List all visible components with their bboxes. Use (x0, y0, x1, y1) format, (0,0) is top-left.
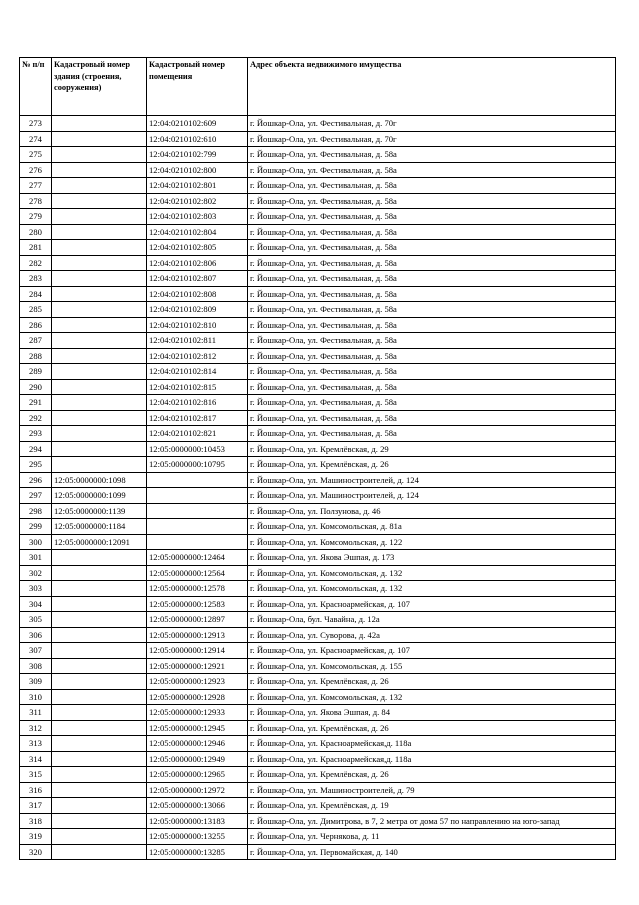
cell-address: г. Йошкар-Ола, ул. Якова Эшпая, д. 173 (248, 550, 616, 566)
cell-room-cadastral: 12:04:0210102:801 (147, 178, 248, 194)
cell-room-cadastral: 12:04:0210102:812 (147, 348, 248, 364)
cell-num: 294 (20, 441, 52, 457)
table-row (20, 348, 616, 364)
cell-num: 287 (20, 333, 52, 349)
cell-address: г. Йошкар-Ола, ул. Фестивальная, д. 58а (248, 302, 616, 318)
cell-num: 313 (20, 736, 52, 752)
cell-num: 298 (20, 503, 52, 519)
cell-building-cadastral: 12:05:0000000:1099 (52, 488, 147, 504)
cell-building-cadastral (52, 302, 147, 318)
cell-room-cadastral: 12:04:0210102:799 (147, 147, 248, 163)
cell-num: 310 (20, 689, 52, 705)
table-row (20, 813, 616, 829)
cell-address: г. Йошкар-Ола, ул. Чернякова, д. 11 (248, 829, 616, 845)
table-row (20, 426, 616, 442)
cell-room-cadastral (147, 534, 248, 550)
cell-building-cadastral (52, 209, 147, 225)
cell-num: 316 (20, 782, 52, 798)
cell-room-cadastral: 12:05:0000000:12583 (147, 596, 248, 612)
header-building-cadastral: Кадастровый номер здания (строения, сооружения) (52, 58, 147, 116)
table-row (20, 798, 616, 814)
table-row (20, 162, 616, 178)
cell-room-cadastral: 12:05:0000000:12578 (147, 581, 248, 597)
cell-address: г. Йошкар-Ола, ул. Комсомольская, д. 155 (248, 658, 616, 674)
cell-address: г. Йошкар-Ола, ул. Комсомольская, д. 81а (248, 519, 616, 535)
table-row (20, 844, 616, 860)
cell-room-cadastral: 12:05:0000000:10453 (147, 441, 248, 457)
cell-address: г. Йошкар-Ола, ул. Фестивальная, д. 58а (248, 410, 616, 426)
table-row (20, 131, 616, 147)
cell-address: г. Йошкар-Ола, бул. Чавайна, д. 12а (248, 612, 616, 628)
cell-num: 301 (20, 550, 52, 566)
cell-room-cadastral: 12:05:0000000:10795 (147, 457, 248, 473)
table-row (20, 271, 616, 287)
cell-building-cadastral (52, 116, 147, 132)
cell-address: г. Йошкар-Ола, ул. Фестивальная, д. 58а (248, 317, 616, 333)
cell-room-cadastral: 12:05:0000000:12972 (147, 782, 248, 798)
cell-room-cadastral: 12:04:0210102:806 (147, 255, 248, 271)
cell-building-cadastral (52, 286, 147, 302)
cell-address: г. Йошкар-Ола, ул. Фестивальная, д. 58а (248, 209, 616, 225)
table-row (20, 565, 616, 581)
cell-building-cadastral (52, 426, 147, 442)
cell-num: 300 (20, 534, 52, 550)
cell-address: г. Йошкар-Ола, ул. Фестивальная, д. 58а (248, 255, 616, 271)
cell-building-cadastral (52, 457, 147, 473)
cell-num: 297 (20, 488, 52, 504)
table-row (20, 209, 616, 225)
table-row (20, 317, 616, 333)
cell-building-cadastral (52, 674, 147, 690)
table-row (20, 240, 616, 256)
table-row (20, 705, 616, 721)
cell-num: 315 (20, 767, 52, 783)
cell-room-cadastral: 12:05:0000000:12564 (147, 565, 248, 581)
cell-address: г. Йошкар-Ола, ул. Фестивальная, д. 58а (248, 162, 616, 178)
table-row (20, 286, 616, 302)
cell-building-cadastral (52, 131, 147, 147)
cell-building-cadastral (52, 844, 147, 860)
cell-address: г. Йошкар-Ола, ул. Фестивальная, д. 58а (248, 193, 616, 209)
cell-address: г. Йошкар-Ола, ул. Фестивальная, д. 58а (248, 240, 616, 256)
table-body (20, 116, 616, 860)
cell-room-cadastral: 12:04:0210102:802 (147, 193, 248, 209)
cell-num: 273 (20, 116, 52, 132)
cell-room-cadastral: 12:05:0000000:12949 (147, 751, 248, 767)
cell-num: 312 (20, 720, 52, 736)
cell-room-cadastral: 12:05:0000000:13066 (147, 798, 248, 814)
cell-room-cadastral: 12:05:0000000:12914 (147, 643, 248, 659)
cell-num: 308 (20, 658, 52, 674)
cell-address: г. Йошкар-Ола, ул. Фестивальная, д. 58а (248, 395, 616, 411)
cell-building-cadastral (52, 193, 147, 209)
cell-building-cadastral: 12:05:0000000:1184 (52, 519, 147, 535)
cell-num: 292 (20, 410, 52, 426)
cell-room-cadastral (147, 503, 248, 519)
cell-address: г. Йошкар-Ола, ул. Комсомольская, д. 132 (248, 689, 616, 705)
table-row (20, 147, 616, 163)
cell-address: г. Йошкар-Ола, ул. Фестивальная, д. 58а (248, 286, 616, 302)
cell-building-cadastral (52, 255, 147, 271)
cell-address: г. Йошкар-Ола, ул. Фестивальная, д. 70г (248, 116, 616, 132)
cell-building-cadastral (52, 720, 147, 736)
cell-num: 296 (20, 472, 52, 488)
cell-num: 280 (20, 224, 52, 240)
table-row (20, 472, 616, 488)
cell-building-cadastral (52, 767, 147, 783)
cell-address: г. Йошкар-Ола, ул. Кремлёвская, д. 26 (248, 457, 616, 473)
cell-num: 307 (20, 643, 52, 659)
table-row (20, 674, 616, 690)
table-row (20, 441, 616, 457)
cell-num: 281 (20, 240, 52, 256)
cell-building-cadastral (52, 798, 147, 814)
property-register-table (19, 57, 616, 860)
table-row (20, 612, 616, 628)
table-row (20, 751, 616, 767)
cell-room-cadastral: 12:04:0210102:810 (147, 317, 248, 333)
cell-address: г. Йошкар-Ола, ул. Машиностроителей, д. 124 (248, 472, 616, 488)
cell-room-cadastral: 12:05:0000000:13285 (147, 844, 248, 860)
table-row (20, 767, 616, 783)
cell-num: 320 (20, 844, 52, 860)
cell-address: г. Йошкар-Ола, ул. Фестивальная, д. 58а (248, 364, 616, 380)
cell-address: г. Йошкар-Ола, ул. Фестивальная, д. 58а (248, 224, 616, 240)
cell-num: 282 (20, 255, 52, 271)
cell-building-cadastral (52, 333, 147, 349)
cell-room-cadastral: 12:05:0000000:12464 (147, 550, 248, 566)
cell-room-cadastral: 12:04:0210102:809 (147, 302, 248, 318)
cell-num: 283 (20, 271, 52, 287)
table-row (20, 255, 616, 271)
table-row (20, 333, 616, 349)
cell-building-cadastral (52, 550, 147, 566)
cell-building-cadastral (52, 364, 147, 380)
table-row (20, 116, 616, 132)
cell-building-cadastral (52, 271, 147, 287)
cell-room-cadastral: 12:05:0000000:12921 (147, 658, 248, 674)
cell-address: г. Йошкар-Ола, ул. Фестивальная, д. 58а (248, 333, 616, 349)
cell-address: г. Йошкар-Ола, ул. Якова Эшпая, д. 84 (248, 705, 616, 721)
table-row (20, 689, 616, 705)
cell-num: 319 (20, 829, 52, 845)
cell-building-cadastral (52, 395, 147, 411)
table-row (20, 193, 616, 209)
table-row (20, 379, 616, 395)
table-row (20, 736, 616, 752)
cell-building-cadastral (52, 348, 147, 364)
cell-num: 309 (20, 674, 52, 690)
header-room-cadastral: Кадастровый номер помещения (147, 58, 248, 116)
cell-room-cadastral: 12:05:0000000:12933 (147, 705, 248, 721)
cell-address: г. Йошкар-Ола, ул. Кремлёвская, д. 26 (248, 674, 616, 690)
cell-address: г. Йошкар-Ола, ул. Красноармейская,д. 118а (248, 751, 616, 767)
cell-address: г. Йошкар-Ола, ул. Красноармейская, д. 107 (248, 643, 616, 659)
cell-building-cadastral (52, 581, 147, 597)
table-row (20, 720, 616, 736)
cell-building-cadastral (52, 627, 147, 643)
cell-room-cadastral (147, 488, 248, 504)
table-row (20, 519, 616, 535)
table-row (20, 550, 616, 566)
table-row (20, 627, 616, 643)
table-row (20, 395, 616, 411)
cell-room-cadastral: 12:04:0210102:800 (147, 162, 248, 178)
cell-building-cadastral (52, 410, 147, 426)
cell-room-cadastral: 12:04:0210102:811 (147, 333, 248, 349)
cell-num: 314 (20, 751, 52, 767)
cell-building-cadastral (52, 829, 147, 845)
cell-room-cadastral: 12:04:0210102:610 (147, 131, 248, 147)
cell-address: г. Йошкар-Ола, ул. Фестивальная, д. 58а (248, 271, 616, 287)
table-row (20, 658, 616, 674)
header-num: № п/п (20, 58, 52, 116)
table-row (20, 782, 616, 798)
cell-address: г. Йошкар-Ола, ул. Красноармейская, д. 107 (248, 596, 616, 612)
cell-building-cadastral: 12:05:0000000:12091 (52, 534, 147, 550)
cell-num: 291 (20, 395, 52, 411)
cell-room-cadastral: 12:05:0000000:12946 (147, 736, 248, 752)
cell-room-cadastral: 12:05:0000000:12923 (147, 674, 248, 690)
cell-address: г. Йошкар-Ола, ул. Машиностроителей, д. 124 (248, 488, 616, 504)
cell-address: г. Йошкар-Ола, ул. Машиностроителей, д. 79 (248, 782, 616, 798)
cell-building-cadastral (52, 596, 147, 612)
cell-num: 279 (20, 209, 52, 225)
cell-room-cadastral: 12:04:0210102:815 (147, 379, 248, 395)
cell-building-cadastral (52, 813, 147, 829)
cell-num: 305 (20, 612, 52, 628)
cell-room-cadastral: 12:04:0210102:817 (147, 410, 248, 426)
cell-address: г. Йошкар-Ола, ул. Фестивальная, д. 58а (248, 426, 616, 442)
cell-address: г. Йошкар-Ола, ул. Фестивальная, д. 70г (248, 131, 616, 147)
cell-room-cadastral: 12:04:0210102:814 (147, 364, 248, 380)
cell-building-cadastral (52, 147, 147, 163)
table-row (20, 829, 616, 845)
cell-num: 285 (20, 302, 52, 318)
cell-building-cadastral: 12:05:0000000:1139 (52, 503, 147, 519)
cell-num: 274 (20, 131, 52, 147)
cell-room-cadastral: 12:05:0000000:12965 (147, 767, 248, 783)
cell-room-cadastral: 12:05:0000000:12913 (147, 627, 248, 643)
table-row (20, 488, 616, 504)
header-address: Адрес объекта недвижимого имущества (248, 58, 616, 116)
cell-building-cadastral (52, 240, 147, 256)
cell-building-cadastral (52, 705, 147, 721)
cell-address: г. Йошкар-Ола, ул. Комсомольская, д. 132 (248, 565, 616, 581)
cell-building-cadastral: 12:05:0000000:1098 (52, 472, 147, 488)
cell-building-cadastral (52, 224, 147, 240)
cell-room-cadastral: 12:04:0210102:805 (147, 240, 248, 256)
table-row (20, 457, 616, 473)
cell-address: г. Йошкар-Ола, ул. Димитрова, в 7, 2 метра от дома 57 по направлению на юго-запад (248, 813, 616, 829)
cell-num: 304 (20, 596, 52, 612)
cell-address: г. Йошкар-Ола, ул. Кремлёвская, д. 29 (248, 441, 616, 457)
cell-building-cadastral (52, 565, 147, 581)
cell-address: г. Йошкар-Ола, ул. Кремлёвская, д. 19 (248, 798, 616, 814)
cell-address: г. Йошкар-Ола, ул. Комсомольская, д. 132 (248, 581, 616, 597)
cell-num: 290 (20, 379, 52, 395)
cell-building-cadastral (52, 689, 147, 705)
cell-num: 293 (20, 426, 52, 442)
cell-address: г. Йошкар-Ола, ул. Ползунова, д. 46 (248, 503, 616, 519)
cell-address: г. Йошкар-Ола, ул. Суворова, д. 42а (248, 627, 616, 643)
cell-room-cadastral: 12:05:0000000:12945 (147, 720, 248, 736)
cell-building-cadastral (52, 379, 147, 395)
table-row (20, 178, 616, 194)
cell-num: 302 (20, 565, 52, 581)
table-row (20, 581, 616, 597)
cell-room-cadastral: 12:04:0210102:807 (147, 271, 248, 287)
cell-building-cadastral (52, 612, 147, 628)
cell-num: 317 (20, 798, 52, 814)
table-row (20, 534, 616, 550)
cell-num: 278 (20, 193, 52, 209)
cell-room-cadastral: 12:04:0210102:804 (147, 224, 248, 240)
cell-room-cadastral: 12:04:0210102:609 (147, 116, 248, 132)
cell-address: г. Йошкар-Ола, ул. Комсомольская, д. 122 (248, 534, 616, 550)
cell-num: 303 (20, 581, 52, 597)
cell-room-cadastral: 12:04:0210102:816 (147, 395, 248, 411)
cell-num: 277 (20, 178, 52, 194)
cell-address: г. Йошкар-Ола, ул. Фестивальная, д. 58а (248, 348, 616, 364)
cell-address: г. Йошкар-Ола, ул. Первомайская, д. 140 (248, 844, 616, 860)
cell-room-cadastral: 12:05:0000000:13183 (147, 813, 248, 829)
cell-num: 295 (20, 457, 52, 473)
cell-building-cadastral (52, 441, 147, 457)
cell-room-cadastral: 12:05:0000000:13255 (147, 829, 248, 845)
cell-num: 284 (20, 286, 52, 302)
cell-address: г. Йошкар-Ола, ул. Фестивальная, д. 58а (248, 178, 616, 194)
cell-building-cadastral (52, 162, 147, 178)
cell-num: 289 (20, 364, 52, 380)
table-row (20, 364, 616, 380)
cell-room-cadastral (147, 472, 248, 488)
cell-building-cadastral (52, 736, 147, 752)
cell-building-cadastral (52, 751, 147, 767)
cell-num: 288 (20, 348, 52, 364)
cell-num: 311 (20, 705, 52, 721)
table-header (20, 58, 616, 116)
cell-room-cadastral (147, 519, 248, 535)
cell-num: 318 (20, 813, 52, 829)
cell-num: 286 (20, 317, 52, 333)
cell-building-cadastral (52, 658, 147, 674)
cell-building-cadastral (52, 782, 147, 798)
table-row (20, 302, 616, 318)
cell-building-cadastral (52, 178, 147, 194)
cell-address: г. Йошкар-Ола, ул. Фестивальная, д. 58а (248, 147, 616, 163)
table-row (20, 643, 616, 659)
table-row (20, 503, 616, 519)
cell-num: 306 (20, 627, 52, 643)
table-row (20, 224, 616, 240)
cell-room-cadastral: 12:04:0210102:808 (147, 286, 248, 302)
cell-room-cadastral: 12:04:0210102:803 (147, 209, 248, 225)
cell-room-cadastral: 12:05:0000000:12928 (147, 689, 248, 705)
header-row (20, 58, 616, 116)
cell-building-cadastral (52, 317, 147, 333)
cell-address: г. Йошкар-Ола, ул. Кремлёвская, д. 26 (248, 767, 616, 783)
cell-num: 299 (20, 519, 52, 535)
cell-num: 276 (20, 162, 52, 178)
cell-num: 275 (20, 147, 52, 163)
cell-address: г. Йошкар-Ола, ул. Фестивальная, д. 58а (248, 379, 616, 395)
cell-address: г. Йошкар-Ола, ул. Красноармейская,д. 118а (248, 736, 616, 752)
cell-room-cadastral: 12:05:0000000:12897 (147, 612, 248, 628)
table-row (20, 596, 616, 612)
cell-building-cadastral (52, 643, 147, 659)
cell-room-cadastral: 12:04:0210102:821 (147, 426, 248, 442)
cell-address: г. Йошкар-Ола, ул. Кремлёвская, д. 26 (248, 720, 616, 736)
table-row (20, 410, 616, 426)
